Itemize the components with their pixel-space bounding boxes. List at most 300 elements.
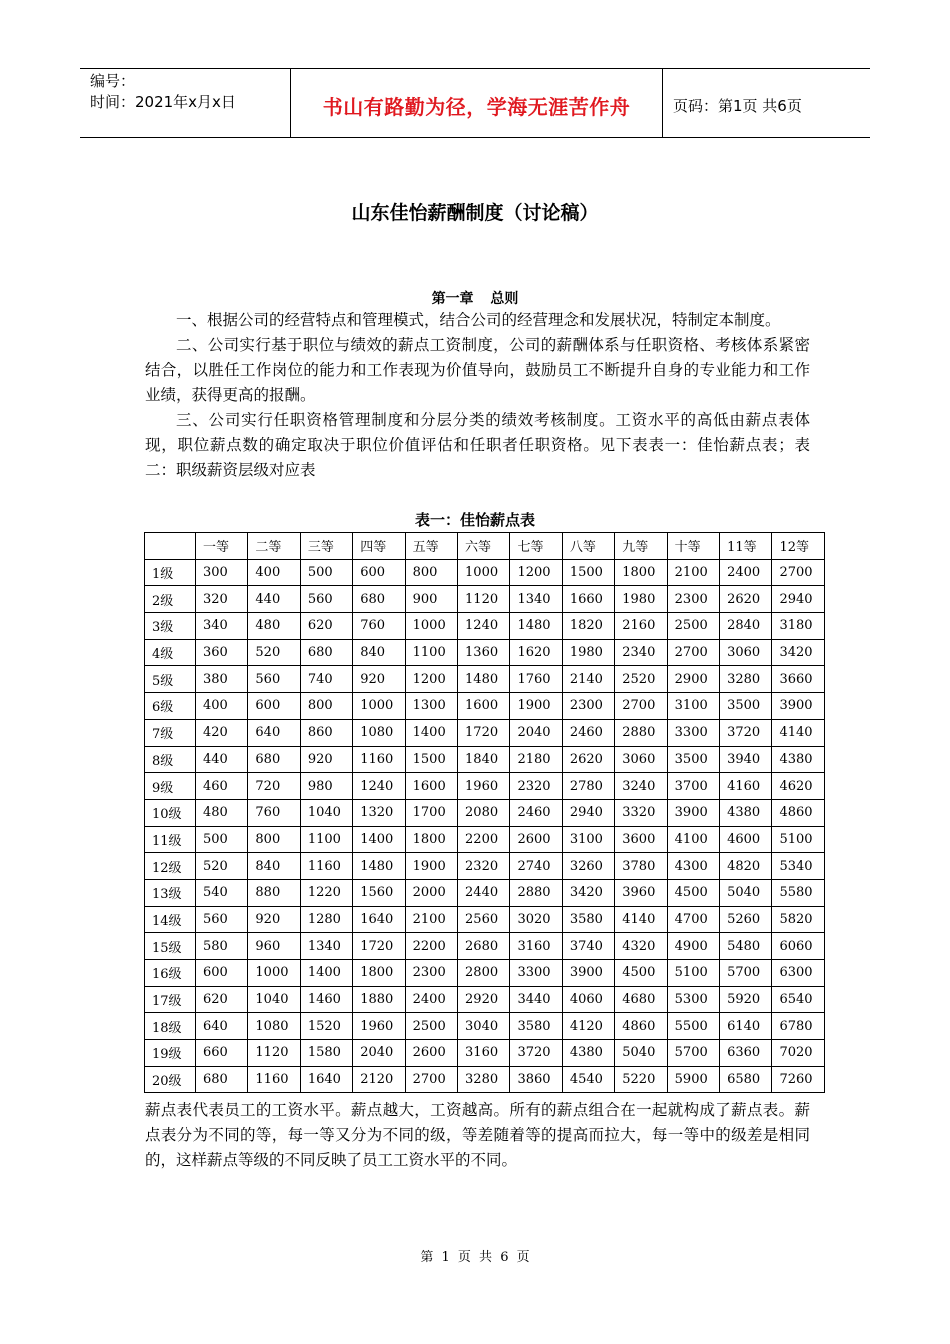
table-cell: 4380: [720, 799, 772, 826]
table-cell: 3260: [562, 853, 614, 880]
table-row: [145, 666, 825, 693]
table-cell: 4100: [667, 826, 719, 853]
table-cell: 1160: [300, 853, 352, 880]
table-row: [145, 746, 825, 773]
table-cell: 2300: [405, 960, 457, 987]
table-cell: 3060: [720, 639, 772, 666]
table-cell: 3100: [667, 693, 719, 720]
table-cell: 5820: [772, 906, 825, 933]
table-cell: 600: [353, 559, 405, 586]
table-cell: 2500: [667, 613, 719, 640]
table-cell: 2100: [405, 906, 457, 933]
table-cell: 3960: [615, 879, 667, 906]
table-cell: 4140: [615, 906, 667, 933]
table-cell: 500: [300, 559, 352, 586]
table-cell: 1320: [353, 799, 405, 826]
table-cell: 2200: [405, 933, 457, 960]
row-label-cell: 5级: [145, 666, 196, 693]
table-cell: 1580: [300, 1040, 352, 1067]
table-cell: 3600: [615, 826, 667, 853]
table-cell: 1200: [405, 666, 457, 693]
table-cell: 3180: [772, 613, 825, 640]
table-cell: 2040: [510, 719, 562, 746]
table-cell: 3420: [772, 639, 825, 666]
table-cell: 1400: [405, 719, 457, 746]
table-cell: 3720: [510, 1040, 562, 1067]
table-cell: 2140: [562, 666, 614, 693]
table-header-cell: 四等: [353, 533, 405, 560]
table-cell: 380: [196, 666, 248, 693]
table-cell: 640: [248, 719, 300, 746]
table-cell: 1160: [353, 746, 405, 773]
table-cell: 5920: [720, 986, 772, 1013]
table-cell: 1300: [405, 693, 457, 720]
table-cell: 480: [248, 613, 300, 640]
table-cell: 960: [248, 933, 300, 960]
table-cell: 340: [196, 613, 248, 640]
table-cell: 6140: [720, 1013, 772, 1040]
table-cell: 4860: [772, 799, 825, 826]
table-cell: 3100: [562, 826, 614, 853]
table-cell: 1760: [510, 666, 562, 693]
row-label-cell: 18级: [145, 1013, 196, 1040]
document-title: 山东佳怡薪酬制度（讨论稿）: [351, 202, 599, 224]
table-cell: 1400: [353, 826, 405, 853]
table-cell: 2080: [458, 799, 510, 826]
table-cell: 2940: [562, 799, 614, 826]
header-date-label: 时间：2021年x月x日: [90, 93, 236, 111]
table-row: [145, 719, 825, 746]
table-cell: 320: [196, 586, 248, 613]
table-cell: 4500: [615, 960, 667, 987]
table-header-cell: 七等: [510, 533, 562, 560]
table-cell: 1040: [300, 799, 352, 826]
table-cell: 2300: [562, 693, 614, 720]
table-cell: 3160: [458, 1040, 510, 1067]
table-cell: 2300: [667, 586, 719, 613]
table-cell: 560: [300, 586, 352, 613]
table-cell: 3040: [458, 1013, 510, 1040]
table-cell: 2560: [458, 906, 510, 933]
table-cell: 2460: [562, 719, 614, 746]
table-cell: 1600: [458, 693, 510, 720]
table-header-row: [145, 533, 825, 560]
table-cell: 920: [353, 666, 405, 693]
table-cell: 1120: [248, 1040, 300, 1067]
table-cell: 1500: [405, 746, 457, 773]
table-cell: 6360: [720, 1040, 772, 1067]
table-row: [145, 1040, 825, 1067]
table-cell: 880: [248, 879, 300, 906]
table-cell: 4380: [562, 1040, 614, 1067]
table-cell: 4860: [615, 1013, 667, 1040]
table-cell: 660: [196, 1040, 248, 1067]
table-cell: 400: [248, 559, 300, 586]
table-cell: 300: [196, 559, 248, 586]
table-cell: 5260: [720, 906, 772, 933]
table-row: [145, 586, 825, 613]
table-cell: 3900: [667, 799, 719, 826]
table-cell: 1660: [562, 586, 614, 613]
table-cell: 4160: [720, 773, 772, 800]
row-label-cell: 12级: [145, 853, 196, 880]
table-cell: 1800: [353, 960, 405, 987]
table-cell: 2880: [615, 719, 667, 746]
table-explanation: 薪点表代表员工的工资水平。薪点越大，工资越高。所有的薪点组合在一起就构成了薪点表。薪点表分为不同的等，每一等又分为不同的级，等差随着等的提高而拉大，每一等中的级差是相同的，这样薪点等级的不同反映了员工工资水平的不同。: [145, 1101, 810, 1169]
table-cell: 920: [300, 746, 352, 773]
table-row: [145, 559, 825, 586]
table-cell: 3580: [562, 906, 614, 933]
table-cell: 1480: [458, 666, 510, 693]
table-cell: 460: [196, 773, 248, 800]
table-cell: 840: [248, 853, 300, 880]
table-cell: 1800: [615, 559, 667, 586]
row-label-cell: 10级: [145, 799, 196, 826]
table-cell: 900: [405, 586, 457, 613]
table-cell: 2000: [405, 879, 457, 906]
table-cell: 4320: [615, 933, 667, 960]
table-cell: 2340: [615, 639, 667, 666]
table-cell: 620: [300, 613, 352, 640]
table-header-cell: [145, 533, 196, 560]
table-cell: 860: [300, 719, 352, 746]
table-header-cell: 12等: [772, 533, 825, 560]
table-cell: 540: [196, 879, 248, 906]
table-cell: 1100: [405, 639, 457, 666]
table-cell: 2740: [510, 853, 562, 880]
paragraph-1: 一、根据公司的经营特点和管理模式，结合公司的经营理念和发展状况，特制定本制度。: [176, 311, 781, 329]
table-cell: 1500: [562, 559, 614, 586]
table-cell: 3720: [720, 719, 772, 746]
table-cell: 1980: [562, 639, 614, 666]
table-cell: 5700: [667, 1040, 719, 1067]
table-cell: 6780: [772, 1013, 825, 1040]
table-cell: 2620: [720, 586, 772, 613]
table-cell: 1560: [353, 879, 405, 906]
table-cell: 5220: [615, 1066, 667, 1093]
table-cell: 1600: [405, 773, 457, 800]
table-cell: 560: [248, 666, 300, 693]
table-cell: 1000: [405, 613, 457, 640]
table-cell: 1120: [458, 586, 510, 613]
table-cell: 1900: [510, 693, 562, 720]
table-cell: 2520: [615, 666, 667, 693]
table-cell: 1960: [458, 773, 510, 800]
table-cell: 2940: [772, 586, 825, 613]
table-cell: 2100: [667, 559, 719, 586]
table-cell: 4540: [562, 1066, 614, 1093]
table-cell: 2400: [405, 986, 457, 1013]
row-label-cell: 1级: [145, 559, 196, 586]
table-cell: 6580: [720, 1066, 772, 1093]
chapter-heading: 第一章 总则: [431, 291, 519, 307]
table-cell: 3580: [510, 1013, 562, 1040]
table-cell: 4680: [615, 986, 667, 1013]
row-label-cell: 8级: [145, 746, 196, 773]
table-cell: 1360: [458, 639, 510, 666]
table-cell: 5480: [720, 933, 772, 960]
table-cell: 420: [196, 719, 248, 746]
table-cell: 1800: [405, 826, 457, 853]
table-cell: 2700: [405, 1066, 457, 1093]
table-title: 表一：佳怡薪点表: [414, 511, 535, 529]
table-cell: 800: [248, 826, 300, 853]
table-cell: 1400: [300, 960, 352, 987]
row-label-cell: 3级: [145, 613, 196, 640]
table-cell: 520: [196, 853, 248, 880]
table-cell: 1000: [353, 693, 405, 720]
table-cell: 6540: [772, 986, 825, 1013]
table-cell: 1880: [353, 986, 405, 1013]
table-cell: 3500: [667, 746, 719, 773]
table-cell: 3300: [667, 719, 719, 746]
table-cell: 600: [196, 960, 248, 987]
table-row: [145, 933, 825, 960]
header-motto: 书山有路勤为径，学海无涯苦作舟: [291, 69, 663, 137]
table-cell: 3900: [562, 960, 614, 987]
table-cell: 5100: [667, 960, 719, 987]
table-cell: 5300: [667, 986, 719, 1013]
table-cell: 4380: [772, 746, 825, 773]
row-label-cell: 7级: [145, 719, 196, 746]
page-footer: 第 1 页 共 6 页: [420, 1250, 530, 1265]
table-header-cell: 五等: [405, 533, 457, 560]
table-cell: 1840: [458, 746, 510, 773]
table-cell: 2500: [405, 1013, 457, 1040]
row-label-cell: 2级: [145, 586, 196, 613]
table-cell: 1640: [300, 1066, 352, 1093]
table-cell: 5040: [720, 879, 772, 906]
table-cell: 560: [196, 906, 248, 933]
table-row: [145, 639, 825, 666]
table-cell: 3700: [667, 773, 719, 800]
table-cell: 4820: [720, 853, 772, 880]
table-cell: 2680: [458, 933, 510, 960]
table-row: [145, 773, 825, 800]
table-cell: 4140: [772, 719, 825, 746]
table-cell: 1160: [248, 1066, 300, 1093]
table-cell: 4600: [720, 826, 772, 853]
row-label-cell: 11级: [145, 826, 196, 853]
table-cell: 680: [300, 639, 352, 666]
row-label-cell: 14级: [145, 906, 196, 933]
table-cell: 1080: [248, 1013, 300, 1040]
table-cell: 3280: [458, 1066, 510, 1093]
table-cell: 1720: [458, 719, 510, 746]
table-cell: 400: [196, 693, 248, 720]
table-cell: 1980: [615, 586, 667, 613]
table-cell: 3300: [510, 960, 562, 987]
table-cell: 5580: [772, 879, 825, 906]
paragraph-2: 二、公司实行基于职位与绩效的薪点工资制度，公司的薪酬体系与任职资格、考核体系紧密结合，以胜任工作岗位的能力和工作表现为价值导向，鼓励员工不断提升自身的专业能力和工作业绩，获得更高的报酬。: [145, 336, 810, 404]
table-cell: 3420: [562, 879, 614, 906]
table-cell: 620: [196, 986, 248, 1013]
table-cell: 480: [196, 799, 248, 826]
table-cell: 360: [196, 639, 248, 666]
intro-paragraphs: [145, 308, 810, 483]
row-label-cell: 6级: [145, 693, 196, 720]
table-cell: 760: [248, 799, 300, 826]
table-cell: 580: [196, 933, 248, 960]
table-cell: 2600: [510, 826, 562, 853]
table-row: [145, 826, 825, 853]
table-cell: 3320: [615, 799, 667, 826]
table-cell: 5040: [615, 1040, 667, 1067]
table-row: [145, 1066, 825, 1093]
table-cell: 1280: [300, 906, 352, 933]
table-cell: 1820: [562, 613, 614, 640]
table-cell: 720: [248, 773, 300, 800]
table-cell: 2700: [667, 639, 719, 666]
table-cell: 3500: [720, 693, 772, 720]
row-label-cell: 9级: [145, 773, 196, 800]
table-row: [145, 1013, 825, 1040]
table-cell: 680: [196, 1066, 248, 1093]
table-header-cell: 九等: [615, 533, 667, 560]
row-label-cell: 4级: [145, 639, 196, 666]
table-cell: 1640: [353, 906, 405, 933]
page-header: [80, 68, 870, 138]
table-cell: 1000: [248, 960, 300, 987]
table-cell: 7020: [772, 1040, 825, 1067]
table-row: [145, 613, 825, 640]
table-cell: 1900: [405, 853, 457, 880]
table-cell: 440: [248, 586, 300, 613]
table-cell: 1000: [458, 559, 510, 586]
table-cell: 2700: [615, 693, 667, 720]
table-cell: 6300: [772, 960, 825, 987]
table-cell: 3160: [510, 933, 562, 960]
table-cell: 1700: [405, 799, 457, 826]
table-cell: 680: [353, 586, 405, 613]
paragraph-3: 三、公司实行任职资格管理制度和分层分类的绩效考核制度。工资水平的高低由薪点表体现，职位薪点数的确定取决于职位价值评估和任职者任职资格。见下表表一：佳怡薪点表；表二：职级薪资层级对应表: [145, 411, 810, 479]
table-cell: 3440: [510, 986, 562, 1013]
table-cell: 840: [353, 639, 405, 666]
table-cell: 1100: [300, 826, 352, 853]
table-cell: 1220: [300, 879, 352, 906]
table-cell: 4620: [772, 773, 825, 800]
table-row: [145, 986, 825, 1013]
table-cell: 1720: [353, 933, 405, 960]
table-cell: 800: [405, 559, 457, 586]
table-cell: 4700: [667, 906, 719, 933]
table-cell: 800: [300, 693, 352, 720]
table-cell: 3660: [772, 666, 825, 693]
table-header-cell: 三等: [300, 533, 352, 560]
table-cell: 5500: [667, 1013, 719, 1040]
table-row: [145, 960, 825, 987]
table-cell: 4300: [667, 853, 719, 880]
table-cell: 2600: [405, 1040, 457, 1067]
table-cell: 7260: [772, 1066, 825, 1093]
table-cell: 2120: [353, 1066, 405, 1093]
table-cell: 2900: [667, 666, 719, 693]
table-cell: 2920: [458, 986, 510, 1013]
table-row: [145, 906, 825, 933]
table-cell: 1520: [300, 1013, 352, 1040]
table-cell: 4900: [667, 933, 719, 960]
table-cell: 1200: [510, 559, 562, 586]
table-cell: 2440: [458, 879, 510, 906]
row-label-cell: 17级: [145, 986, 196, 1013]
table-row: [145, 853, 825, 880]
table-cell: 3780: [615, 853, 667, 880]
row-label-cell: 16级: [145, 960, 196, 987]
table-cell: 6060: [772, 933, 825, 960]
table-cell: 1340: [510, 586, 562, 613]
row-label-cell: 13级: [145, 879, 196, 906]
table-cell: 2160: [615, 613, 667, 640]
table-cell: 920: [248, 906, 300, 933]
table-cell: 1340: [300, 933, 352, 960]
header-page-label: 页码：第1页 共6页: [673, 96, 802, 115]
table-cell: 3280: [720, 666, 772, 693]
table-cell: 600: [248, 693, 300, 720]
table-cell: 2840: [720, 613, 772, 640]
table-cell: 760: [353, 613, 405, 640]
table-cell: 2040: [353, 1040, 405, 1067]
table-cell: 4120: [562, 1013, 614, 1040]
table-cell: 2700: [772, 559, 825, 586]
table-cell: 980: [300, 773, 352, 800]
table-cell: 5340: [772, 853, 825, 880]
table-cell: 1480: [353, 853, 405, 880]
table-cell: 1460: [300, 986, 352, 1013]
table-cell: 2780: [562, 773, 614, 800]
table-cell: 740: [300, 666, 352, 693]
table-cell: 3060: [615, 746, 667, 773]
header-meta: [80, 69, 291, 137]
table-cell: 2320: [458, 853, 510, 880]
table-cell: 1480: [510, 613, 562, 640]
table-cell: 3740: [562, 933, 614, 960]
header-number-label: 编号：: [90, 72, 136, 90]
table-cell: 640: [196, 1013, 248, 1040]
table-cell: 2620: [562, 746, 614, 773]
table-cell: 1080: [353, 719, 405, 746]
table-cell: 2880: [510, 879, 562, 906]
table-cell: 3020: [510, 906, 562, 933]
row-label-cell: 20级: [145, 1066, 196, 1093]
table-cell: 520: [248, 639, 300, 666]
table-row: [145, 879, 825, 906]
table-cell: 440: [196, 746, 248, 773]
table-header-cell: 11等: [720, 533, 772, 560]
table-cell: 500: [196, 826, 248, 853]
table-cell: 3900: [772, 693, 825, 720]
table-cell: 2460: [510, 799, 562, 826]
table-cell: 2800: [458, 960, 510, 987]
table-cell: 2320: [510, 773, 562, 800]
table-cell: 1620: [510, 639, 562, 666]
table-header-cell: 六等: [458, 533, 510, 560]
table-cell: 3240: [615, 773, 667, 800]
table-cell: 1040: [248, 986, 300, 1013]
table-row: [145, 799, 825, 826]
salary-point-table: [144, 532, 825, 1093]
table-cell: 3860: [510, 1066, 562, 1093]
table-cell: 2200: [458, 826, 510, 853]
table-cell: 680: [248, 746, 300, 773]
table-header-cell: 八等: [562, 533, 614, 560]
table-cell: 5100: [772, 826, 825, 853]
table-cell: 3940: [720, 746, 772, 773]
table-header-cell: 二等: [248, 533, 300, 560]
table-cell: 2180: [510, 746, 562, 773]
table-cell: 1240: [458, 613, 510, 640]
table-row: [145, 693, 825, 720]
table-cell: 4060: [562, 986, 614, 1013]
